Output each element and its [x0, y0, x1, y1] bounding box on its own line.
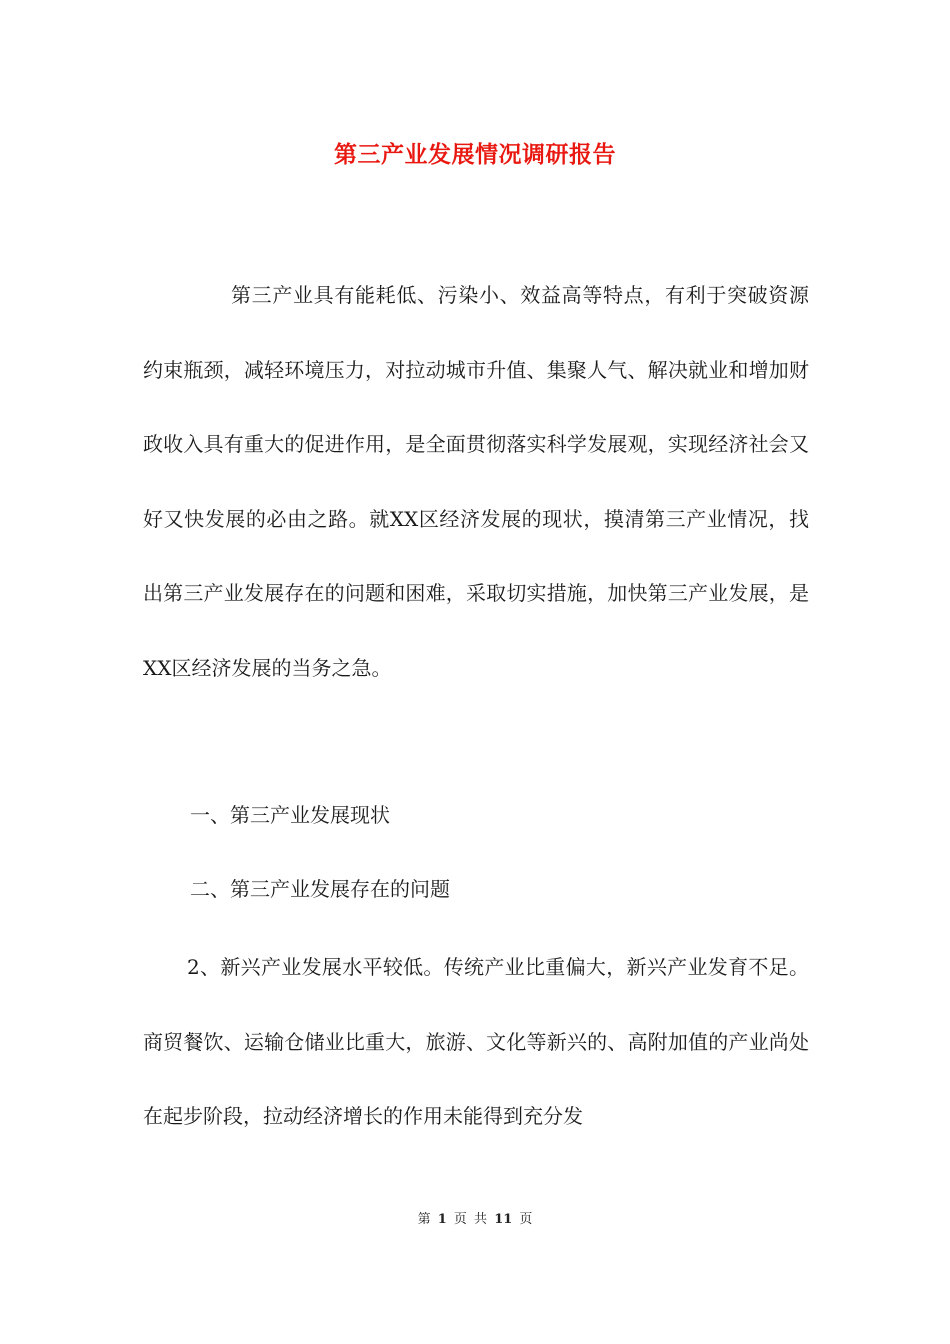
section-heading-1: 一、第三产业发展现状 [190, 803, 390, 827]
intro-paragraph: 第三产业具有能耗低、污染小、效益高等特点，有利于突破资源约束瓶颈，减轻环境压力，对拉动城市升值、集聚人气、解决就业和增加财政收入具有重大的促进作用，是全面贯彻落实科学发展观，实现经济社会又好又快发展的必由之路。就XX区经济发展的现状，摸清第三产业情况，找出第三产业发展存在的问题和困难，采取切实措施，加快第三产业发展，是XX区经济发展的当务之急。 [143, 283, 809, 680]
footer-prefix: 第 [417, 1212, 431, 1227]
section-heading-2: 二、第三产业发展存在的问题 [190, 877, 450, 901]
page-footer [0, 1208, 950, 1227]
footer-suffix: 页 [519, 1212, 533, 1227]
body-paragraph-2: 2、新兴产业发展水平较低。传统产业比重偏大，新兴产业发育不足。商贸餐饮、运输仓储业比重大，旅游、文化等新兴的、高附加值的产业尚处在起步阶段，拉动经济增长的作用未能得到充分发 [143, 955, 809, 1128]
footer-middle: 页 共 [453, 1212, 488, 1227]
document-title: 第三产业发展情况调研报告 [334, 141, 616, 168]
footer-total-pages: 11 [494, 1212, 513, 1227]
footer-current-page: 1 [437, 1212, 447, 1227]
